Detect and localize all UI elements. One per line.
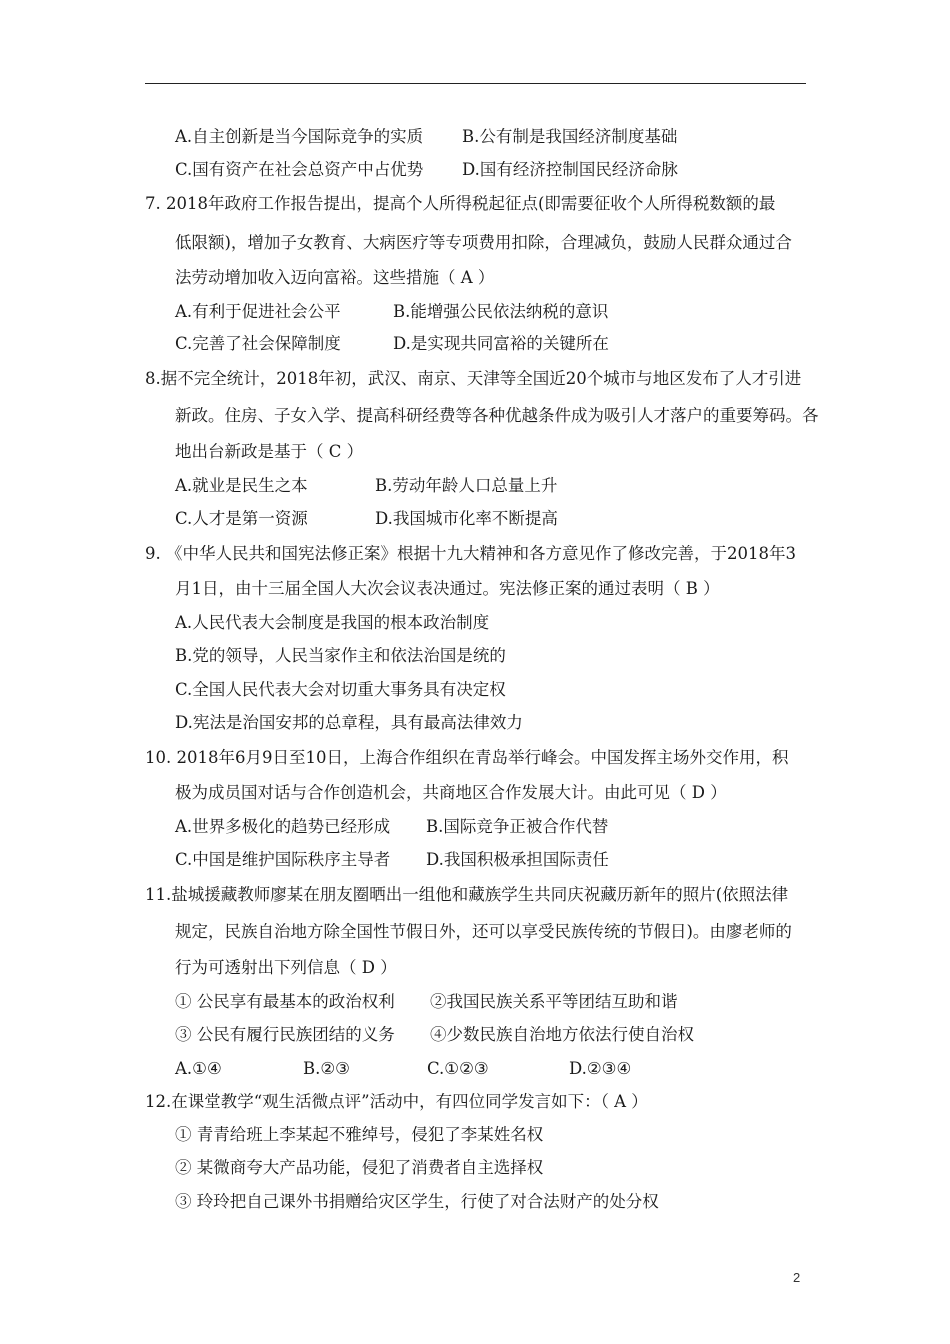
q10-stem-line2: 极为成员国对话与合作创造机会，共商地区合作发展大计。由此可见（ D ） bbox=[175, 783, 727, 802]
q10-stem-line1: 10. 2018年6月9日至10日，上海合作组织在青岛举行峰会。中国发挥主场外交作用，积 bbox=[145, 748, 789, 767]
q8-options-row2 bbox=[175, 508, 795, 530]
q8-stem-line3: 地出台新政是基于（ C ） bbox=[175, 442, 364, 461]
q7-option-a: A.有利于促进社会公平 bbox=[175, 302, 341, 321]
page-number: 2 bbox=[793, 1270, 801, 1285]
q12-item-2: ② 某微商夸大产品功能，侵犯了消费者自主选择权 bbox=[175, 1158, 544, 1177]
q11-item-4: ④少数民族自治地方依法行使自治权 bbox=[430, 1025, 694, 1044]
q9-option-a: A.人民代表大会制度是我国的根本政治制度 bbox=[175, 613, 490, 632]
header-rule bbox=[145, 83, 806, 84]
q7-stem-line1: 7. 2018年政府工作报告提出，提高个人所得税起征点(即需要征收个人所得税数额的最 bbox=[145, 194, 776, 213]
q11-item-1: ① 公民享有最基本的政治权利 bbox=[175, 992, 395, 1011]
q11-items-row2 bbox=[175, 1024, 795, 1046]
q10-option-a: A.世界多极化的趋势已经形成 bbox=[175, 817, 391, 836]
q11-item-2: ②我国民族关系平等团结互助和谐 bbox=[430, 992, 678, 1011]
q11-items-row1 bbox=[175, 991, 795, 1013]
q11-stem-line3: 行为可透射出下列信息（ D ） bbox=[175, 958, 397, 977]
q7-stem-line3: 法劳动增加收入迈向富裕。这些措施（ A ） bbox=[175, 268, 495, 287]
q9-option-b: B.党的领导，人民当家作主和依法治国是统的 bbox=[175, 646, 506, 665]
q11-stem-line2: 规定，民族自治地方除全国性节假日外，还可以享受民族传统的节假日)。由廖老师的 bbox=[175, 922, 792, 941]
q11-choices-row bbox=[175, 1058, 795, 1080]
q6-options-row2 bbox=[175, 159, 795, 181]
q11-choice-a: A.①④ bbox=[175, 1059, 222, 1078]
q8-option-d: D.我国城市化率不断提高 bbox=[375, 509, 558, 528]
q6-option-d: D.国有经济控制国民经济命脉 bbox=[462, 160, 678, 179]
q8-option-a: A.就业是民生之本 bbox=[175, 476, 308, 495]
q9-option-c: C.全国人民代表大会对切重大事务具有决定权 bbox=[175, 680, 506, 699]
q12-stem: 12.在课堂教学“观生活微点评”活动中，有四位同学发言如下：（ A ） bbox=[145, 1092, 648, 1111]
q6-option-c: C.国有资产在社会总资产中占优势 bbox=[175, 160, 424, 179]
q11-choice-b: B.②③ bbox=[303, 1059, 350, 1078]
q6-option-b: B.公有制是我国经济制度基础 bbox=[462, 127, 678, 146]
q6-option-a: A.自主创新是当今国际竞争的实质 bbox=[175, 127, 424, 146]
q11-choice-c: C.①②③ bbox=[427, 1059, 489, 1078]
q11-item-3: ③ 公民有履行民族团结的义务 bbox=[175, 1025, 395, 1044]
q9-stem-line1: 9. 《中华人民共和国宪法修正案》根据十九大精神和各方意见作了修改完善，于2018年3 bbox=[145, 544, 796, 563]
q12-item-1: ① 青青给班上李某起不雅绰号，侵犯了李某姓名权 bbox=[175, 1125, 544, 1144]
q10-option-d: D.我国积极承担国际责任 bbox=[426, 850, 609, 869]
q9-option-d: D.宪法是治国安邦的总章程，具有最高法律效力 bbox=[175, 713, 523, 732]
q7-options-row1 bbox=[175, 301, 795, 323]
q8-option-c: C.人才是第一资源 bbox=[175, 509, 308, 528]
q10-options-row2 bbox=[175, 849, 795, 871]
q10-option-c: C.中国是维护国际秩序主导者 bbox=[175, 850, 391, 869]
q7-stem-line2: 低限额)，增加子女教育、大病医疗等专项费用扣除，合理减负，鼓励人民群众通过合 bbox=[175, 233, 792, 252]
q10-options-row1 bbox=[175, 816, 795, 838]
q11-stem-line1: 11.盐城援藏教师廖某在朋友圈晒出一组他和藏族学生共同庆祝藏历新年的照片(依照法律 bbox=[145, 885, 789, 904]
q11-choice-d: D.②③④ bbox=[569, 1059, 632, 1078]
q7-option-c: C.完善了社会保障制度 bbox=[175, 334, 341, 353]
q6-options-row1 bbox=[175, 126, 795, 148]
q7-options-row2 bbox=[175, 333, 795, 355]
q8-stem-line2: 新政。住房、子女入学、提高科研经费等各种优越条件成为吸引人才落户的重要筹码。各 bbox=[175, 406, 819, 425]
q7-option-b: B.能增强公民依法纳税的意识 bbox=[393, 302, 609, 321]
q7-option-d: D.是实现共同富裕的关键所在 bbox=[393, 334, 609, 353]
q12-item-3: ③ 玲玲把自己课外书捐赠给灾区学生，行使了对合法财产的处分权 bbox=[175, 1192, 659, 1211]
q8-option-b: B.劳动年龄人口总量上升 bbox=[375, 476, 558, 495]
q10-option-b: B.国际竞争正被合作代替 bbox=[426, 817, 609, 836]
q8-options-row1 bbox=[175, 475, 795, 497]
q8-stem-line1: 8.据不完全统计，2018年初，武汉、南京、天津等全国近20个城市与地区发布了人才引进 bbox=[145, 369, 802, 388]
q9-stem-line2: 月1日，由十三届全国人大次会议表决通过。宪法修正案的通过表明（ B ） bbox=[175, 579, 720, 598]
